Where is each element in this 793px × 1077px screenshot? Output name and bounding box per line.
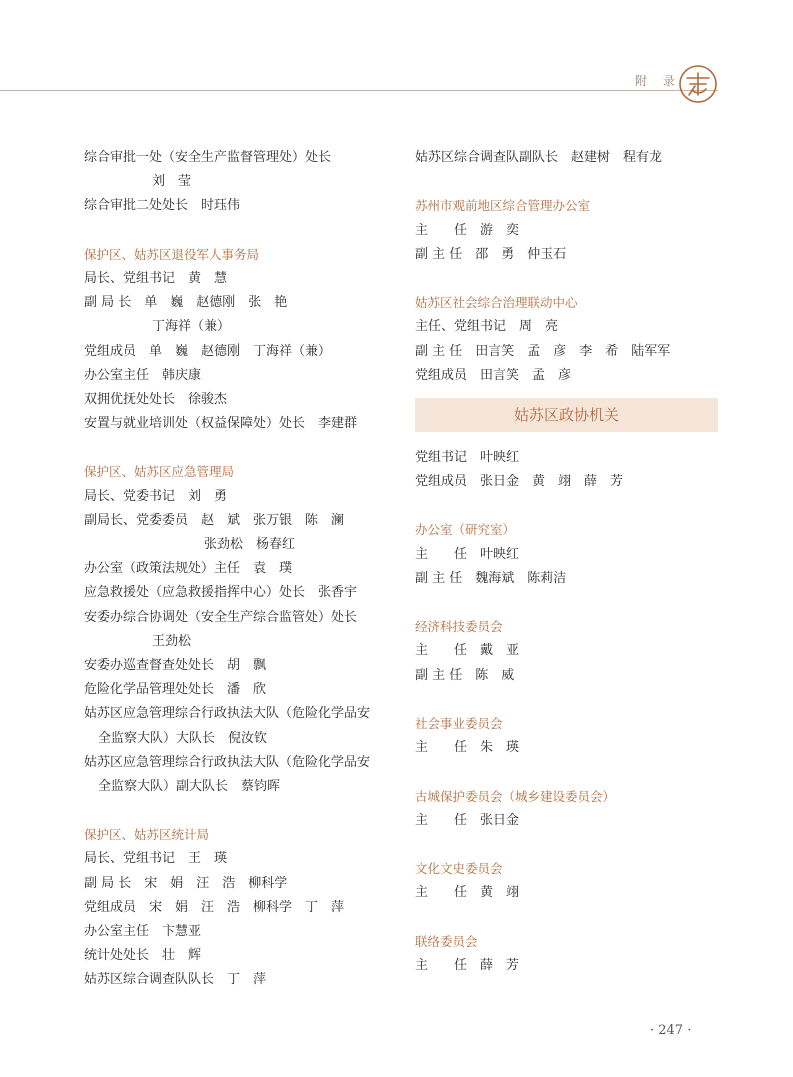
section-heading: 保护区、姑苏区应急管理局 (84, 464, 235, 480)
entry-line: 主 任 张日金 (415, 812, 520, 828)
entry-line: 综合审批二处处长 时珏伟 (84, 198, 241, 214)
entry-line: 副 主 任 邵 勇 仲玉石 (415, 246, 567, 262)
entry-line: 刘 莹 (152, 174, 192, 190)
right-column-bottom (415, 446, 718, 978)
section-heading: 古城保护委员会（城乡建设委员会） (415, 788, 616, 804)
spacer (415, 494, 718, 518)
entry-line: 主 任 薛 芳 (415, 957, 520, 973)
entry-line: 主 任 游 奕 (415, 222, 520, 238)
entry-line: 双拥优抚处处长 徐骏杰 (84, 391, 228, 407)
section-heading: 文化文史委员会 (415, 861, 503, 877)
entry-line: 应急救援处（应急救援指挥中心）处长 张香宇 (84, 585, 358, 601)
entry-line: 姑苏区综合调查队副队长 赵建树 程有龙 (415, 150, 663, 165)
header-rule (0, 90, 718, 91)
right-column (415, 146, 718, 978)
entry-line: 主 任 朱 瑛 (415, 740, 520, 756)
entry-line: 办公室（政策法规处）主任 袁 璞 (84, 561, 293, 577)
section-heading: 经济科技委员会 (415, 619, 503, 635)
entry-line: 姑苏区应急管理综合行政执法大队（危险化学品安 (84, 754, 371, 770)
spacer (415, 267, 718, 291)
entry-line: 安委办巡查督查处处长 胡 飘 (84, 657, 267, 673)
section-heading: 保护区、姑苏区退役军人事务局 (84, 246, 260, 262)
entry-line: 党组成员 宋 娟 汪 浩 柳科学 丁 萍 (84, 899, 345, 915)
entry-line: 主 任 戴 亚 (415, 643, 520, 659)
entry-line: 党组成员 田言笑 孟 彦 (415, 367, 572, 383)
section-heading: 保护区、姑苏区统计局 (84, 827, 210, 843)
section-heading: 社会事业委员会 (415, 715, 503, 731)
entry-line: 党组成员 单 巍 赵德刚 丁海祥（兼） (84, 343, 332, 359)
entry-line: 党组书记 叶映红 (415, 449, 520, 465)
entry-line: 局长、党委书记 刘 勇 (84, 488, 228, 504)
entry-line: 主 任 黄 翊 (415, 885, 520, 901)
spacer (415, 591, 718, 615)
entry-line: 副 局 长 宋 娟 汪 浩 柳科学 (84, 875, 288, 891)
entry-line: 张劲松 杨春红 (204, 537, 296, 552)
entry-line: 安委办综合协调处（安全生产综合监管处）处长 (84, 609, 358, 625)
entry-line: 局长、党组书记 王 瑛 (84, 851, 228, 867)
section-banner: 姑苏区政协机关 (415, 398, 718, 432)
entry-line: 危险化学品管理处处长 潘 欣 (84, 682, 267, 698)
entry-line: 局长、党组书记 黄 慧 (84, 270, 228, 286)
section-heading: 苏州市观前地区综合管理办公室 (415, 198, 591, 214)
spacer (415, 170, 718, 194)
entry-line: 副 局 长 单 巍 赵德刚 张 艳 (84, 295, 288, 311)
entry-line: 主 任 叶映红 (415, 546, 520, 562)
spacer (415, 905, 718, 929)
entry-line: 主任、党组书记 周 亮 (415, 319, 559, 335)
spacer (415, 833, 718, 857)
entry-line: 姑苏区综合调查队队长 丁 萍 (84, 972, 267, 988)
entry-line: 王劲松 (152, 633, 192, 649)
right-column-top (415, 146, 718, 388)
spacer (84, 799, 394, 823)
entry-line: 办公室主任 韩庆康 (84, 367, 202, 383)
entry-line: 姑苏区应急管理综合行政执法大队（危险化学品安 (84, 706, 371, 722)
entry-line: 副局长、党委委员 赵 斌 张万银 陈 澜 (84, 512, 345, 528)
entry-line: 办公室主任 卞慧亚 (84, 924, 202, 939)
circular-seal-icon (678, 64, 718, 104)
entry-line: 全监察大队）大队长 倪汝钦 (98, 730, 268, 746)
running-header: 附 录 (635, 74, 681, 88)
entry-line: 副 主 任 田言笑 孟 彦 李 希 陆军军 (415, 343, 671, 359)
entry-line: 党组成员 张日金 黄 翊 薛 芳 (415, 474, 624, 490)
entry-line: 副 主 任 魏海斌 陈莉洁 (415, 570, 567, 586)
spacer (415, 688, 718, 712)
entry-line: 统计处处长 壮 辉 (84, 948, 202, 964)
spacer (84, 436, 394, 460)
page-number: · 247 · (650, 1023, 692, 1038)
spacer (415, 760, 718, 784)
left-column (84, 146, 394, 993)
section-heading: 联络委员会 (415, 933, 478, 949)
entry-line: 副 主 任 陈 威 (415, 667, 515, 683)
section-heading: 办公室（研究室） (415, 522, 516, 538)
entry-line: 安置与就业培训处（权益保障处）处长 李建群 (84, 416, 358, 432)
entry-line: 全监察大队）副大队长 蔡钧晖 (98, 778, 281, 794)
section-heading: 姑苏区社会综合治理联动中心 (415, 295, 578, 311)
spacer (84, 219, 394, 243)
entry-line: 丁海祥（兼） (152, 319, 231, 335)
entry-line: 综合审批一处（安全生产监督管理处）处长 (84, 150, 332, 165)
